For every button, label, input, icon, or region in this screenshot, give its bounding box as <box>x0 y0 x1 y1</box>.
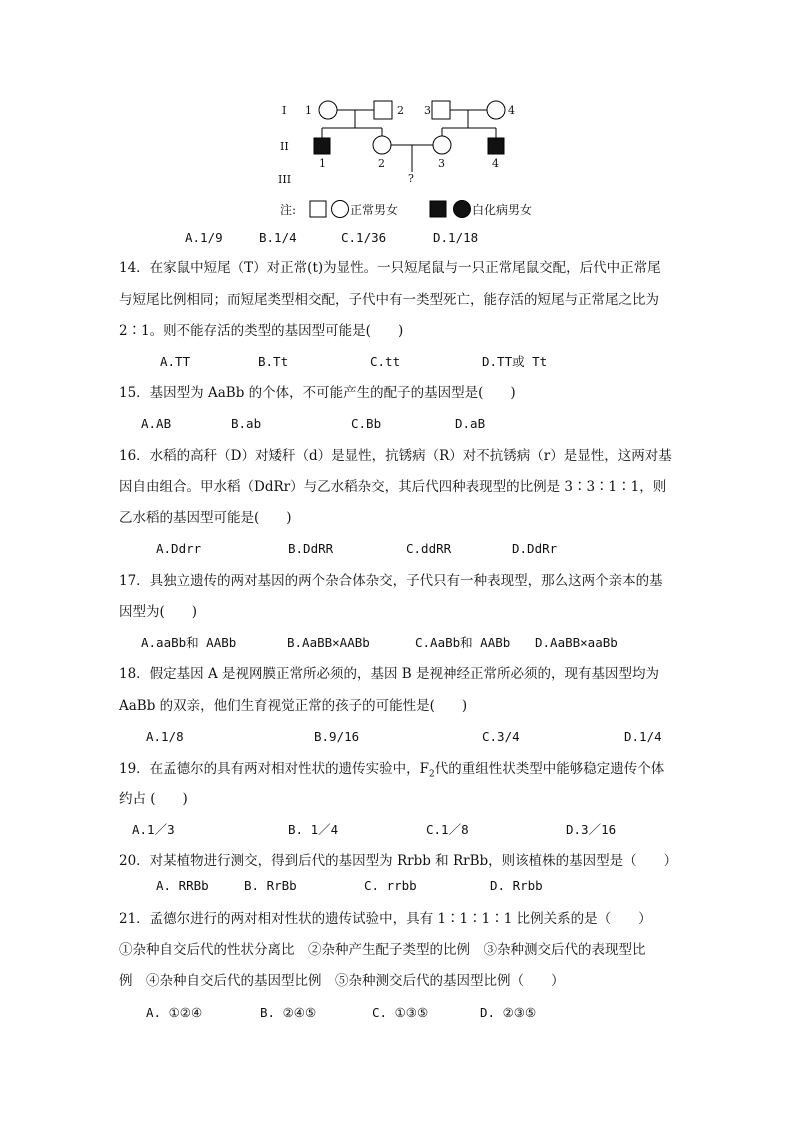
q13-option-a: A.1/9 <box>185 230 223 245</box>
i1-label: 1 <box>305 104 312 117</box>
q18-option-a: A.1/8 <box>146 729 184 744</box>
q21-option-a: A. ①②④ <box>146 1005 203 1020</box>
q18-option-c: C.3/4 <box>482 729 520 744</box>
q15-option-a: A.AB <box>141 416 172 431</box>
q15-option-b: B.ab <box>231 416 262 431</box>
q16-line-1: 16．水稻的高秆（D）对矮秆（d）是显性，抗锈病（R）对不抗锈病（r）是显性，这两对基 <box>119 448 672 464</box>
q15-line-1: 15．基因型为 AaBb 的个体，不可能产生的配子的基因型是( ) <box>119 385 516 401</box>
q14-option-c: C.tt <box>370 354 401 369</box>
q15-option-c: C.Bb <box>351 416 382 431</box>
q14-line-3: 2∶1。则不能存活的类型的基因型可能是( ) <box>119 323 404 339</box>
q14-option-b: B.Tt <box>258 354 289 369</box>
q18-option-b: B.9/16 <box>314 729 360 744</box>
i3-male-normal <box>432 101 450 119</box>
q17-line-1: 17．具独立遗传的两对基因的两个杂合体杂交，子代只有一种表现型，那么这两个亲本的基 <box>119 573 663 589</box>
i2-male-normal <box>374 101 392 119</box>
q19-option-a: A.1／3 <box>132 822 175 837</box>
q19-line-1-end: 代的重组性状类型中能够稳定遗传个体 <box>434 761 665 777</box>
i3-label: 3 <box>424 104 431 117</box>
q16-line-3: 乙水稻的基因型可能是( ) <box>119 510 292 526</box>
legend-normal-female-icon <box>332 201 349 218</box>
q16-option-b: B.DdRR <box>288 541 334 556</box>
ii2-female-normal <box>373 136 391 154</box>
gen-ii-label: II <box>280 140 289 153</box>
i1-female-normal <box>319 101 337 119</box>
q17-option-a: A.aaBb和 AABb <box>141 635 237 650</box>
q20-option-c: C. rrbb <box>364 878 417 893</box>
gen-i-label: I <box>282 104 287 117</box>
q19-option-b: B. 1／4 <box>288 822 339 837</box>
q18-line-1: 18．假定基因 A 是视网膜正常所必须的，基因 B 是视神经正常所必须的，现有基因型均为 <box>119 666 660 682</box>
iii-unknown-label: ? <box>408 172 414 185</box>
ii1-label: 1 <box>319 157 326 170</box>
q21-option-d: D. ②③⑤ <box>480 1005 537 1020</box>
q21-line-2: ①杂种自交后代的性状分离比 ②杂种产生配子类型的比例 ③杂种测交后代的表现型比 <box>119 942 646 958</box>
q19-line-2: 约占 ( ) <box>119 791 188 807</box>
i4-label: 4 <box>508 104 515 117</box>
q18-option-d: D.1/4 <box>624 729 662 744</box>
q20-option-b: B. RrBb <box>244 878 297 893</box>
q13-option-d: D.1/18 <box>433 230 479 245</box>
q16-option-d: D.DdRr <box>512 541 558 556</box>
q21-option-b: B. ②④⑤ <box>260 1005 317 1020</box>
q21-line-3: 例 ④杂种自交后代的基因型比例 ⑤杂种测交后代的基因型比例（ ） <box>119 973 565 989</box>
q17-option-d: D.AaBB×aaBb <box>535 635 618 650</box>
legend-albino-male-icon <box>430 201 446 217</box>
q16-option-c: C.ddRR <box>406 541 452 556</box>
q17-option-c: C.AaBb和 AABb <box>415 635 511 650</box>
q17-line-2: 因型为( ) <box>119 604 198 620</box>
q18-line-2: AaBb 的双亲，他们生育视觉正常的孩子的可能性是( ) <box>119 698 468 714</box>
q20-option-a: A. RRBb <box>156 878 209 893</box>
q21-option-c: C. ①③⑤ <box>372 1005 429 1020</box>
gen-iii-label: III <box>278 173 292 186</box>
q19-line-1 <box>119 759 664 785</box>
ii4-male-albino <box>488 138 504 154</box>
q14-option-a: A.TT <box>160 354 191 369</box>
pedigree-diagram <box>270 92 570 232</box>
legend-albino-text: 白化病男女 <box>472 203 533 217</box>
q21-line-1: 21．孟德尔进行的两对相对性状的遗传试验中，具有 1∶1∶1∶1 比例关系的是（ ） <box>119 911 652 927</box>
i2-label: 2 <box>397 104 404 117</box>
q15-option-d: D.aB <box>455 416 486 431</box>
q16-option-a: A.Ddrr <box>156 541 202 556</box>
legend-normal-text: 正常男女 <box>350 203 399 217</box>
q14-line-1: 14．在家鼠中短尾（T）对正常(t)为显性。一只短尾鼠与一只正常尾鼠交配，后代中正常尾 <box>119 260 661 276</box>
q19-f2-subscript: 2 <box>429 769 435 780</box>
q20-option-d: D. Rrbb <box>490 878 543 893</box>
ii2-label: 2 <box>378 157 385 170</box>
legend-note-label: 注: <box>280 203 297 217</box>
q19-option-c: C.1／8 <box>426 822 469 837</box>
q19-line-1-start: 19．在孟德尔的具有两对相对性状的遗传实验中，F <box>119 761 430 777</box>
ii1-male-albino <box>314 138 330 154</box>
ii3-label: 3 <box>438 157 445 170</box>
legend-albino-female-icon <box>454 201 471 218</box>
q13-option-b: B.1/4 <box>259 230 297 245</box>
q13-option-c: C.1/36 <box>341 230 387 245</box>
legend-normal-male-icon <box>310 201 326 217</box>
q14-line-2: 与短尾比例相同；而短尾类型相交配，子代中有一类型死亡，能存活的短尾与正常尾之比为 <box>119 292 659 308</box>
q17-option-b: B.AaBB×AABb <box>287 635 370 650</box>
q16-line-2: 因自由组合。甲水稻（DdRr）与乙水稻杂交，其后代四种表现型的比例是 3∶3∶1∶1，则 <box>119 479 667 495</box>
q20-line-1: 20．对某植物进行测交，得到后代的基因型为 Rrbb 和 RrBb，则该植株的基因型是（ ） <box>119 853 678 869</box>
i4-female-normal <box>487 101 505 119</box>
ii4-label: 4 <box>492 157 499 170</box>
q19-option-d: D.3／16 <box>566 822 617 837</box>
q14-option-d: D.TT或 Tt <box>482 354 548 369</box>
ii3-female-normal <box>433 136 451 154</box>
